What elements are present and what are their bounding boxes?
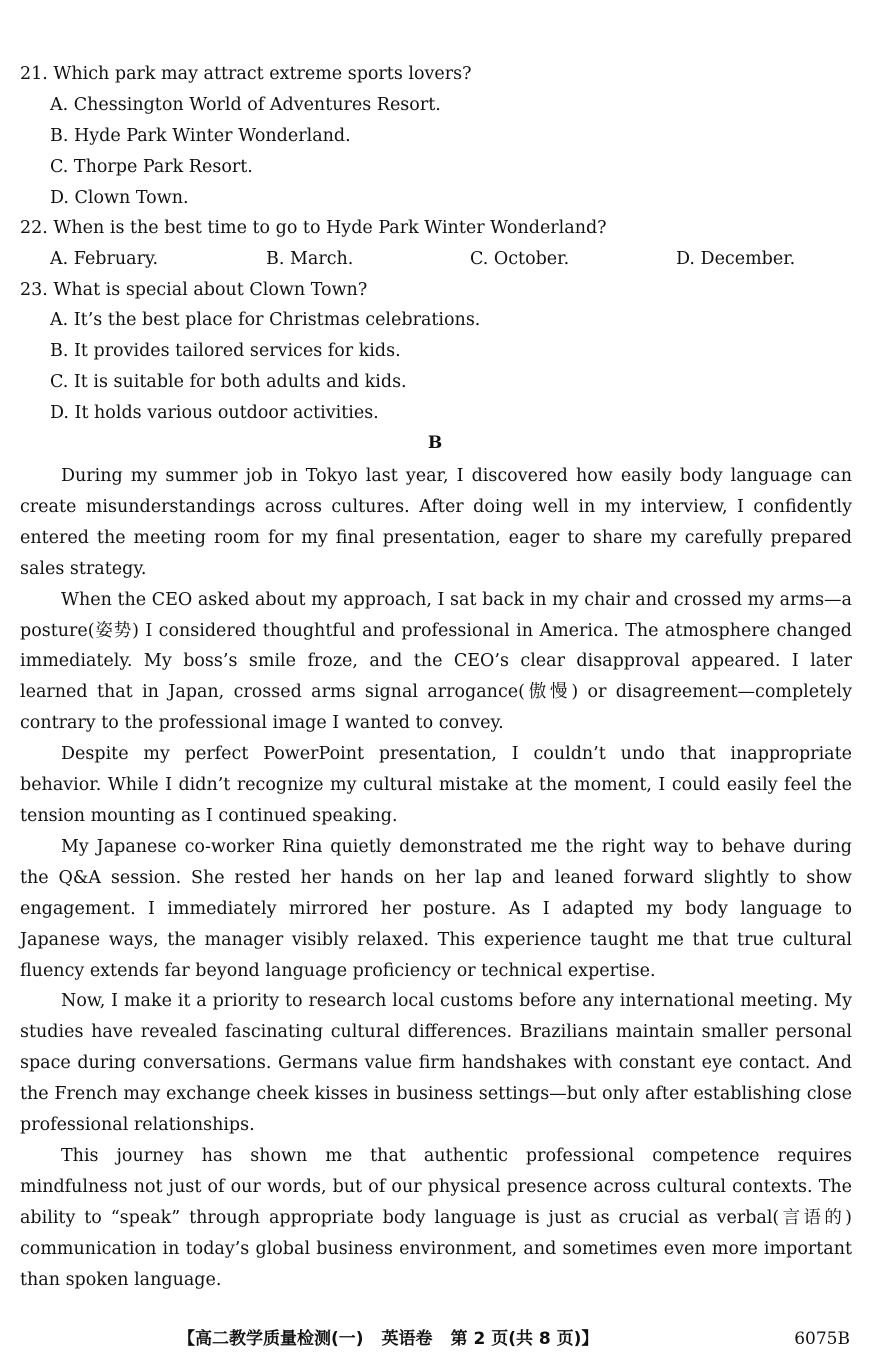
passage-paragraph: My Japanese co-worker Rina quietly demonstrated me the right way to behave during the Q&A session. She rested her hands on her lap and leaned forward slightly to show engagement. I immediately mirrored her posture. As I adapted my body language to Japanese ways, the manager visibly relaxed. This experience taught me that true cultural fluency extends far beyond language proficiency or technical expertise. <box>20 836 852 981</box>
passage-paragraph: This journey has shown me that authentic professional competence requires mindfulness not just of our words, but of our physical presence across cultural contexts. The ability to “speak” through appropriate body language is just as crucial as verbal(言语的) communication in today’s global business environment, and sometimes even more important than spoken language. <box>20 1145 852 1290</box>
question-23-option-b: B. It provides tailored services for kids. <box>50 341 401 361</box>
question-22-option-c: C. October. <box>470 249 570 269</box>
footer-page-info: 第 2 页(共 8 页)】 <box>450 1329 599 1349</box>
question-22-option-d: D. December. <box>676 249 796 269</box>
question-22-stem: 22. When is the best time to go to Hyde Park Winter Wonderland? <box>20 218 607 238</box>
footer-paper-code: 6075B <box>794 1329 850 1349</box>
question-21-stem: 21. Which park may attract extreme sports lovers? <box>20 64 472 84</box>
passage-paragraph: During my summer job in Tokyo last year, I discovered how easily body language can create misunderstandings across cultures. After doing well in my interview, I confidently entered the meeting room for my final presentation, eager to share my carefully prepared sales strategy. <box>20 466 852 579</box>
question-21-option-a: A. Chessington World of Adventures Resort. <box>50 95 441 115</box>
question-21-option-b: B. Hyde Park Winter Wonderland. <box>50 126 351 146</box>
footer-subject: 英语卷 <box>381 1329 433 1349</box>
footer-exam-name: 【高二教学质量检测(一) <box>178 1329 364 1349</box>
question-23-option-a: A. It’s the best place for Christmas celebrations. <box>50 310 481 330</box>
passage-paragraph: Now, I make it a priority to research local customs before any international meeting. My studies have revealed fascinating cultural differences. Brazilians maintain smaller personal space during conversations. Germans value firm handshakes with constant eye contact. And the French may exchange cheek kisses in business settings—but only after establishing close professional relationships. <box>20 991 852 1136</box>
question-22-option-b: B. March. <box>266 249 354 269</box>
question-22-option-a: A. February. <box>50 249 159 269</box>
passage-paragraph: When the CEO asked about my approach, I sat back in my chair and crossed my arms—a posture(姿势) I considered thoughtful and professional in America. The atmosphere changed immediately. My boss’s smile froze, and the CEO’s clear disapproval appeared. I later learned that in Japan, crossed arms signal arrogance(傲慢) or disagreement—completely contrary to the professional image I wanted to convey. <box>20 589 852 734</box>
question-23-stem: 23. What is special about Clown Town? <box>20 280 368 300</box>
page-footer <box>0 1326 870 1352</box>
question-23-option-c: C. It is suitable for both adults and kids. <box>50 372 407 392</box>
section-b-passage <box>20 461 852 1295</box>
footer-exam-info <box>178 1326 598 1352</box>
section-b-title: B <box>427 433 443 453</box>
passage-paragraph: Despite my perfect PowerPoint presentation, I couldn’t undo that inappropriate behavior. While I didn’t recognize my cultural mistake at the moment, I could easily feel the tension mounting as I continued speaking. <box>20 744 852 826</box>
question-23-option-d: D. It holds various outdoor activities. <box>50 403 379 423</box>
question-21-option-c: C. Thorpe Park Resort. <box>50 157 253 177</box>
question-21-option-d: D. Clown Town. <box>50 188 189 208</box>
